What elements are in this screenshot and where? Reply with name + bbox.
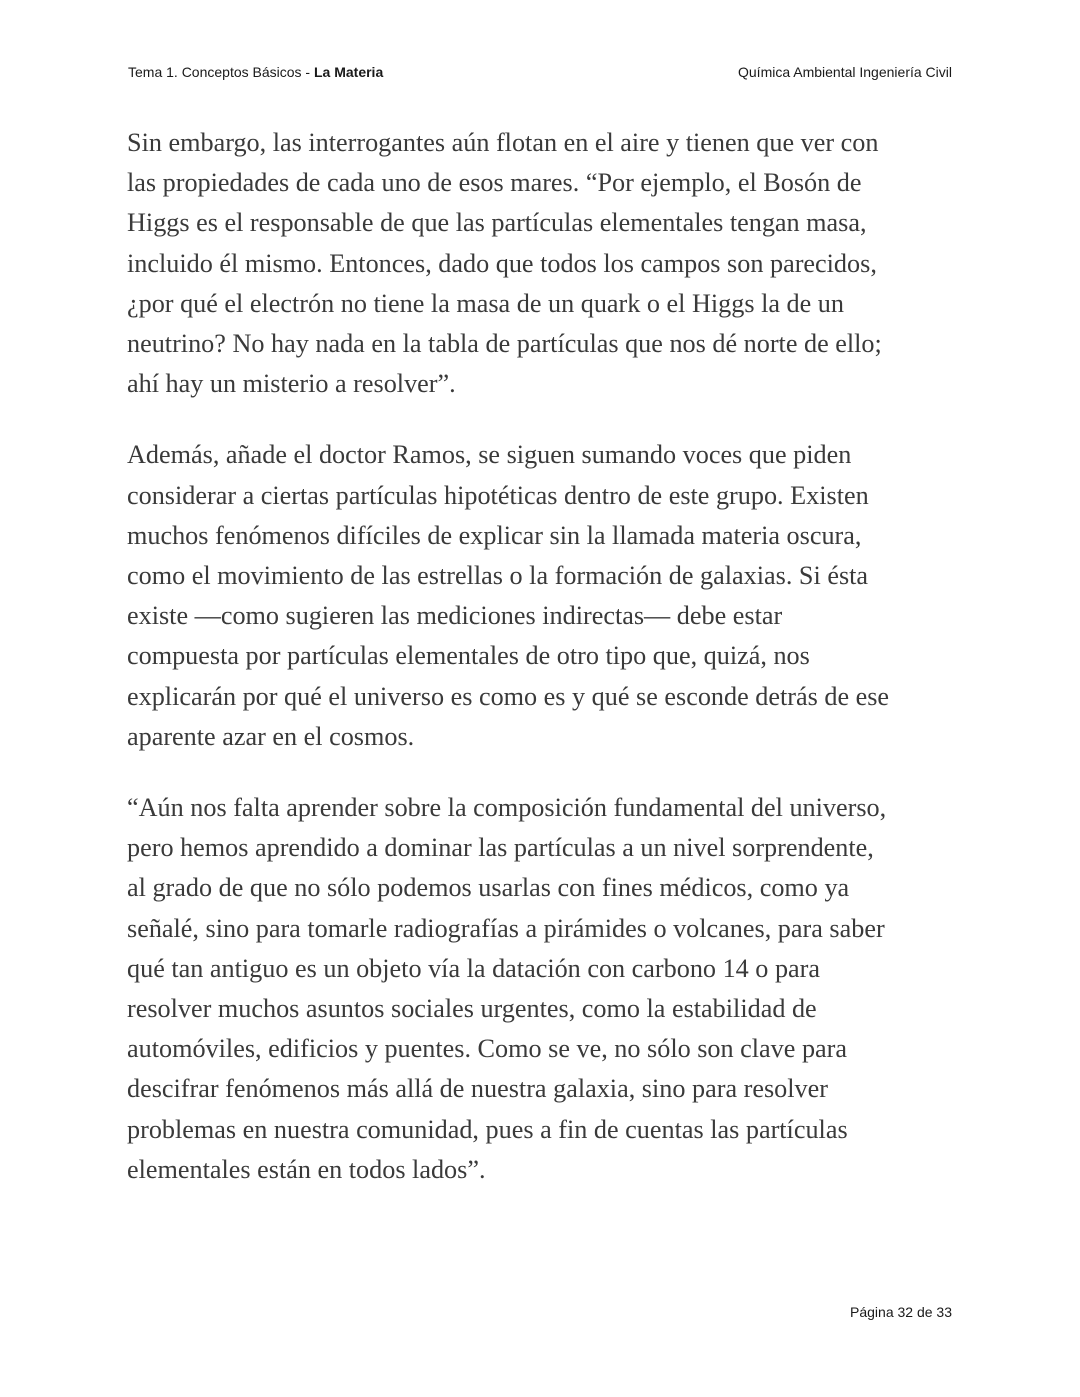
paragraph-3: “Aún nos falta aprender sobre la composición fundamental del universo, pero hemos aprendido a dominar las partículas a un nivel sorprendente, al grado de que no sólo podemos usarlas con fines médicos, como ya señalé, sino para tomarle radiografías a pirámides o volcanes, para saber qué tan antiguo es un objeto vía la datación con carbono 14 o para resolver muchos asuntos sociales urgentes, como la estabilidad de automóviles, edificios y puentes. Como se ve, no sólo son clave para descifrar fenómenos más allá de nuestra galaxia, sino para resolver problemas en nuestra comunidad, pues a fin de cuentas las partículas elementales están en todos lados”. bbox=[127, 793, 887, 1184]
paragraph-1: Sin embargo, las interrogantes aún flotan en el aire y tienen que ver con las propiedades de cada uno de esos mares. “Por ejemplo, el Bosón de Higgs es el responsable de que las partículas elementales tengan masa, incluido él mismo. Entonces, dado que todos los campos son parecidos, ¿por qué el electrón no tiene la masa de un quark o el Higgs la de un neutrino? No hay nada en la tabla de partículas que nos dé norte de ello; ahí hay un misterio a resolver”. bbox=[127, 128, 882, 399]
body-text bbox=[127, 123, 957, 1221]
header-topic: Tema 1. Conceptos Básicos - bbox=[128, 64, 314, 80]
paragraph-2: Además, añade el doctor Ramos, se siguen sumando voces que piden considerar a ciertas partículas hipotéticas dentro de este grupo. Existen muchos fenómenos difíciles de explicar sin la llamada materia oscura, como el movimiento de las estrellas o la formación de galaxias. Si ésta existe —como sugieren las mediciones indirectas— debe estar compuesta por partículas elementales de otro tipo que, quizá, nos explicarán por qué el universo es como es y qué se esconde detrás de ese aparente azar en el cosmos. bbox=[127, 440, 890, 751]
running-header-right: Química Ambiental Ingeniería Civil bbox=[738, 64, 952, 80]
running-header-left bbox=[128, 64, 383, 80]
page-number: Página 32 de 33 bbox=[850, 1304, 952, 1320]
header-topic-title: La Materia bbox=[313, 64, 384, 80]
